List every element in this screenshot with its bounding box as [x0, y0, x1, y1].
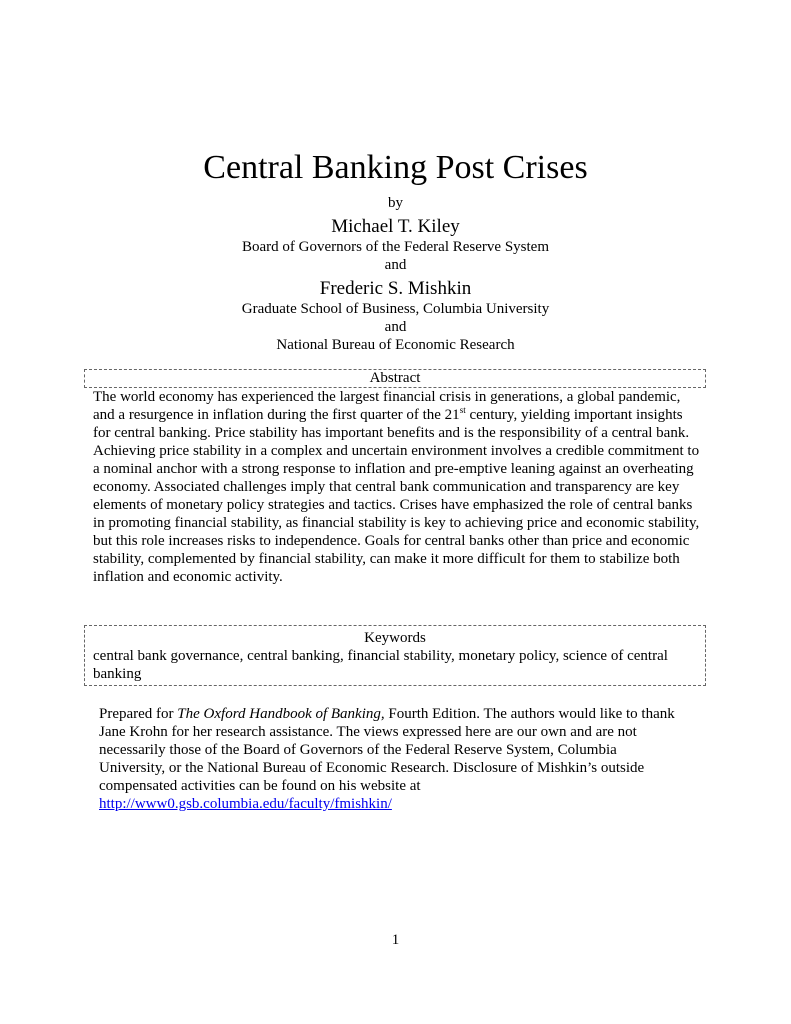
affiliation-federal-reserve: Board of Governors of the Federal Reserve System — [241, 239, 549, 255]
and-separator-2: and — [384, 319, 407, 335]
and-separator-1: and — [384, 257, 407, 273]
author-kiley: Michael T. Kiley — [331, 216, 460, 237]
note-prefix: Prepared for — [99, 706, 178, 722]
keywords-heading: Keywords — [364, 630, 426, 646]
abstract-text-part1: The world economy has experienced the largest financial crisis in generations, a global pandemic, and a resurgence in inflation during the first quarter of the 21 — [93, 389, 681, 423]
keywords-text: central bank governance, central banking, financial stability, monetary policy, science of central banking — [93, 648, 668, 682]
handbook-title: The Oxford Handbook of Banking, — [177, 706, 385, 722]
paper-title: Central Banking Post Crises — [203, 149, 588, 186]
by-line: by — [388, 195, 403, 211]
page-number: 1 — [391, 932, 400, 948]
preparation-note — [99, 705, 679, 813]
mishkin-website-link[interactable]: http://www0.gsb.columbia.edu/faculty/fmishkin/ — [99, 796, 392, 812]
title-block — [0, 148, 791, 354]
abstract-superscript: st — [459, 405, 466, 415]
affiliation-nber: National Bureau of Economic Research — [276, 337, 515, 353]
abstract-heading: Abstract — [369, 370, 421, 386]
note-body: Fourth Edition. The authors would like to thank Jane Krohn for her research assistance. The views expressed here are our own and are not necessarily those of the Board of Governors of the Federal Reserve System, Columbia University, or the National Bureau of Economic Research. Disclosure of Mishkin’s outside compensated activities can be found on his website at — [99, 706, 675, 794]
author-mishkin: Frederic S. Mishkin — [319, 278, 472, 299]
keywords-box — [84, 625, 706, 686]
affiliation-columbia: Graduate School of Business, Columbia University — [241, 301, 550, 317]
abstract-body — [93, 388, 703, 586]
abstract-text-part2: century, yielding important insights for central banking. Price stability has important benefits and is the responsibility of a central bank. Achieving price stability in a complex and uncertain environment involves a credible commitment to a nominal anchor with a strong response to inflation and pre-emptive leaning against an overheating economy. Associated challenges imply that central bank communication and transparency are key elements of monetary policy strategies and tactics. Crises have emphasized the role of central banks in promoting financial stability, as financial stability is key to achieving price and economic stability, but this role increases risks to independence. Goals for central banks other than price and economic stability, complemented by financial stability, can make it more difficult for them to stabilize both inflation and economic activity. — [93, 407, 700, 585]
abstract-heading-box — [84, 369, 706, 388]
